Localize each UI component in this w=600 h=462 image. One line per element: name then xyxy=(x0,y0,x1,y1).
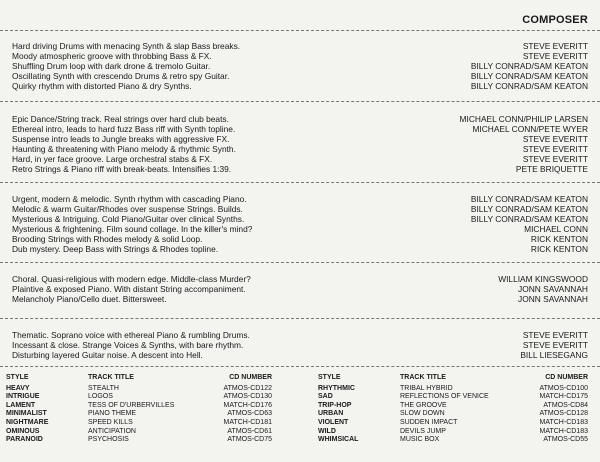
track-description: Mysterious & Intriguing. Cold Piano/Guitar over clinical Synths. xyxy=(12,214,245,224)
track-row xyxy=(0,284,600,294)
style-label: SAD xyxy=(318,393,333,401)
composer-name: BILLY CONRAD/SAM KEATON xyxy=(470,214,588,224)
track-title: SUDDEN IMPACT xyxy=(400,418,458,426)
cd-number: ATMOS-CD128 xyxy=(539,410,588,418)
track-row xyxy=(0,274,600,284)
track-description: Suspense intro leads to Jungle breaks with aggressive FX. xyxy=(12,134,230,144)
style-label: INTRIGUE xyxy=(6,393,40,401)
composer-name: JONN SAVANNAH xyxy=(518,284,588,294)
composer-name: PETE BRIQUETTE xyxy=(515,164,588,174)
track-description: Ethereal intro, leads to hard fuzz Bass riff with Synth topline. xyxy=(12,124,236,134)
composer-name: BILLY CONRAD/SAM KEATON xyxy=(470,81,588,91)
track-row xyxy=(0,350,600,360)
track-section xyxy=(0,274,600,304)
track-title: TRIBAL HYBRID xyxy=(400,384,453,392)
track-description: Mysterious & frightening. Film sound collage. In the killer's mind? xyxy=(12,224,253,234)
track-description: Disturbing layered Guitar noise. A descent into Hell. xyxy=(12,350,203,360)
track-description: Epic Dance/String track. Real strings over hard club beats. xyxy=(12,114,229,124)
cd-number: ATMOS-CD75 xyxy=(227,436,272,444)
cd-number-header: CD NUMBER xyxy=(229,374,272,381)
style-label: WILD xyxy=(318,427,336,435)
composer-name: BILLY CONRAD/SAM KEATON xyxy=(470,204,588,214)
cd-number: MATCH-CD175 xyxy=(539,393,588,401)
track-row xyxy=(0,340,600,350)
composer-name: BILL LIESEGANG xyxy=(520,350,588,360)
composer-name: STEVE EVERITT xyxy=(522,154,588,164)
track-row xyxy=(0,71,600,81)
track-row xyxy=(0,224,600,234)
track-row xyxy=(0,330,600,340)
track-title: DEVILS JUMP xyxy=(400,427,446,435)
cd-number: MATCH-CD176 xyxy=(223,401,272,409)
track-section xyxy=(0,330,600,360)
track-title-header: TRACK TITLE xyxy=(88,374,134,381)
track-row xyxy=(0,214,600,224)
style-label: TRIP-HOP xyxy=(318,401,352,409)
track-description: Melancholy Piano/Cello duet. Bittersweet. xyxy=(12,294,167,304)
track-row xyxy=(0,114,600,124)
track-description: Dub mystery. Deep Bass with Strings & Rhodes topline. xyxy=(12,244,219,254)
composer-name: STEVE EVERITT xyxy=(522,134,588,144)
track-title: PIANO THEME xyxy=(88,410,137,418)
track-description: Oscillating Synth with crescendo Drums & retro spy Guitar. xyxy=(12,71,230,81)
cd-number: ATMOS-CD130 xyxy=(223,393,272,401)
track-title: REFLECTIONS OF VENICE xyxy=(400,393,489,401)
track-row xyxy=(0,61,600,71)
track-row xyxy=(0,154,600,164)
composer-name: STEVE EVERITT xyxy=(522,144,588,154)
cd-number: MATCH-CD181 xyxy=(223,418,272,426)
style-label: URBAN xyxy=(318,410,344,418)
track-description: Brooding Strings with Rhodes melody & solid Loop. xyxy=(12,234,203,244)
legend-right-cd-column xyxy=(510,374,588,445)
legend-left-track-column xyxy=(88,374,174,445)
legend-right-style-column xyxy=(318,374,358,445)
composer-name: RICK KENTON xyxy=(530,234,588,244)
composer-name: JONN SAVANNAH xyxy=(518,294,588,304)
track-title: SLOW DOWN xyxy=(400,410,445,418)
composer-name: RICK KENTON xyxy=(530,244,588,254)
track-row xyxy=(0,234,600,244)
track-description: Choral. Quasi-religious with modern edge. Middle-class Murder? xyxy=(12,274,251,284)
track-title: SPEED KILLS xyxy=(88,418,133,426)
style-label: RHYTHMIC xyxy=(318,384,355,392)
section-divider xyxy=(0,182,600,184)
track-section xyxy=(0,114,600,174)
track-row xyxy=(0,294,600,304)
track-row xyxy=(0,51,600,61)
cd-number: ATMOS-CD100 xyxy=(539,384,588,392)
composer-name: BILLY CONRAD/SAM KEATON xyxy=(470,61,588,71)
section-divider xyxy=(0,262,600,264)
track-title: LOGOS xyxy=(88,393,113,401)
style-label: PARANOID xyxy=(6,436,43,444)
composer-heading: COMPOSER xyxy=(522,14,588,26)
cd-number: ATMOS-CD122 xyxy=(223,384,272,392)
track-row xyxy=(0,134,600,144)
composer-name: MICHAEL CONN/PHILIP LARSEN xyxy=(459,114,588,124)
cd-number: MATCH-CD183 xyxy=(539,418,588,426)
track-description: Plaintive & exposed Piano. With distant String accompaniment. xyxy=(12,284,246,294)
track-title: PSYCHOSIS xyxy=(88,436,129,444)
composer-name: MICHAEL CONN/PETE WYER xyxy=(472,124,588,134)
track-description: Shuffling Drum loop with dark drone & tremolo Guitar. xyxy=(12,61,211,71)
style-header: STYLE xyxy=(318,374,341,381)
composer-name: WILLIAM KINGSWOOD xyxy=(498,274,588,284)
track-title: THE GROOVE xyxy=(400,401,447,409)
track-row xyxy=(0,124,600,134)
section-divider xyxy=(0,366,600,368)
legend-right-track-column xyxy=(400,374,489,445)
track-description: Quirky rhythm with distorted Piano & dry Synths. xyxy=(12,81,192,91)
track-row xyxy=(0,164,600,174)
track-section xyxy=(0,41,600,91)
track-section xyxy=(0,194,600,254)
style-label: NIGHTMARE xyxy=(6,418,49,426)
track-title: ANTICIPATION xyxy=(88,427,136,435)
track-description: Urgent, modern & melodic. Synth rhythm with cascading Piano. xyxy=(12,194,247,204)
style-label: HEAVY xyxy=(6,384,30,392)
section-divider xyxy=(0,30,600,32)
track-description: Retro Strings & Piano riff with break-beats. Intensifies 1:39. xyxy=(12,164,232,174)
track-title: TESS OF D'URBERVILLES xyxy=(88,401,175,409)
track-description: Moody atmospheric groove with throbbing Bass & FX. xyxy=(12,51,212,61)
cd-number: ATMOS-CD63 xyxy=(227,410,272,418)
track-title: STEALTH xyxy=(88,384,119,392)
composer-name: STEVE EVERITT xyxy=(522,51,588,61)
cd-number: ATMOS-CD61 xyxy=(227,427,272,435)
legend-left-style-column xyxy=(6,374,48,445)
composer-name: MICHAEL CONN xyxy=(524,224,588,234)
cd-number: ATMOS-CD84 xyxy=(543,401,588,409)
style-header: STYLE xyxy=(6,374,29,381)
section-divider xyxy=(0,101,600,103)
cd-number-header: CD NUMBER xyxy=(545,374,588,381)
composer-name: BILLY CONRAD/SAM KEATON xyxy=(470,71,588,81)
track-description: Melodic & warm Guitar/Rhodes over suspense Strings. Builds. xyxy=(12,204,243,214)
track-description: Hard, in yer face groove. Large orchestral stabs & FX. xyxy=(12,154,213,164)
style-label: MINIMALIST xyxy=(6,410,47,418)
style-label: LAMENT xyxy=(6,401,36,409)
composer-name: STEVE EVERITT xyxy=(522,340,588,350)
cd-number: MATCH-CD183 xyxy=(539,427,588,435)
style-label: WHIMSICAL xyxy=(318,436,359,444)
composer-name: STEVE EVERITT xyxy=(522,330,588,340)
composer-name: BILLY CONRAD/SAM KEATON xyxy=(470,194,588,204)
track-row xyxy=(0,204,600,214)
track-description: Incessant & close. Strange Voices & Synths, with bare rhythm. xyxy=(12,340,244,350)
legend-left-cd-column xyxy=(196,374,272,445)
track-description: Thematic. Soprano voice with ethereal Piano & rumbling Drums. xyxy=(12,330,250,340)
track-description: Haunting & threatening with Piano melody & rhythmic Synth. xyxy=(12,144,236,154)
track-description: Hard driving Drums with menacing Synth & slap Bass breaks. xyxy=(12,41,241,51)
style-label: OMINOUS xyxy=(6,427,40,435)
track-row xyxy=(0,244,600,254)
style-label: VIOLENT xyxy=(318,418,349,426)
track-row xyxy=(0,144,600,154)
track-title-header: TRACK TITLE xyxy=(400,374,446,381)
track-row xyxy=(0,41,600,51)
track-row xyxy=(0,81,600,91)
track-title: MUSIC BOX xyxy=(400,436,440,444)
track-row xyxy=(0,194,600,204)
section-divider xyxy=(0,318,600,320)
cd-number: ATMOS-CD55 xyxy=(543,436,588,444)
composer-name: STEVE EVERITT xyxy=(522,41,588,51)
